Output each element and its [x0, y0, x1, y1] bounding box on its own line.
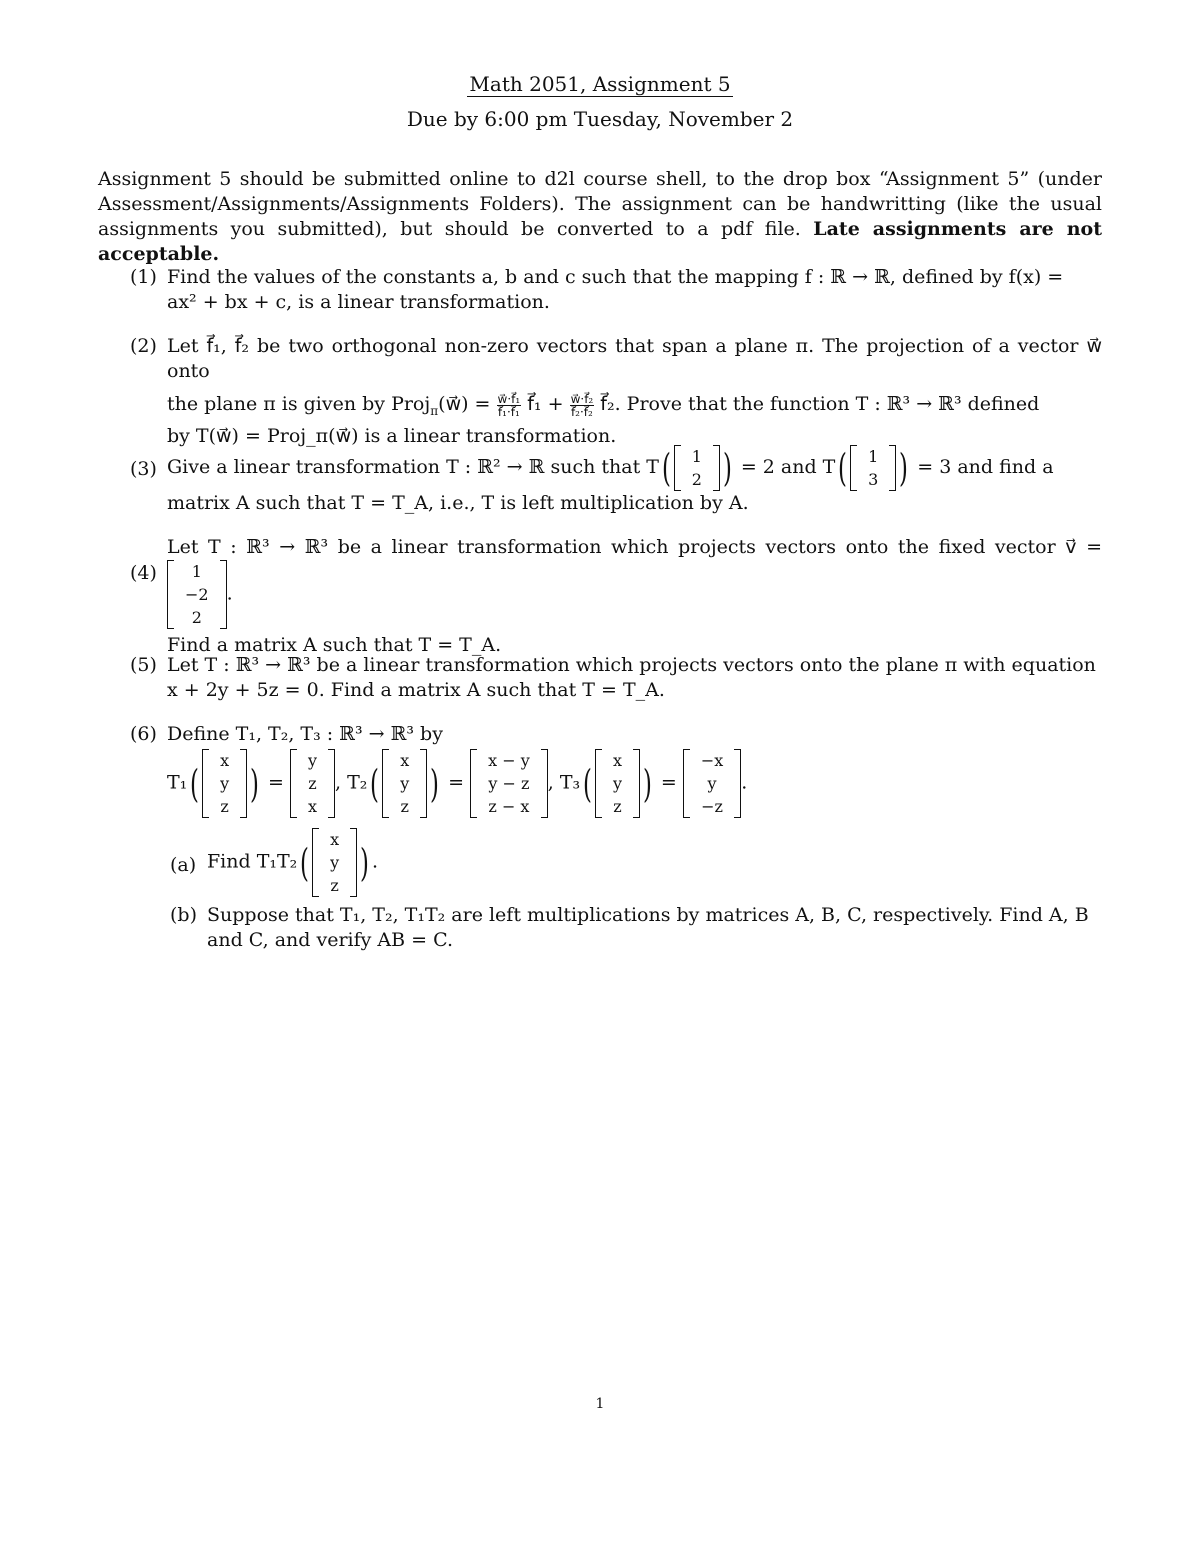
problem-3 [130, 445, 1102, 516]
problem-text: and C, and verify AB = C. [207, 929, 453, 951]
problem-number: (1) [130, 266, 157, 288]
problem-6a [170, 828, 1102, 897]
problem-text-formula: Find T₁T₂( x y z ) . [207, 830, 379, 895]
late-policy: Late assignments are not acceptable. [98, 218, 1102, 265]
problem-text: x + 2y + 5z = 0. Find a matrix A such that T = T_A. [167, 679, 665, 701]
problem-5 [130, 653, 1102, 703]
matrix: x y z [202, 749, 247, 818]
problem-text: Let f⃗₁, f⃗₂ be two orthogonal non-zero vectors that span a plane π. The projection of a vector w⃗ onto [167, 335, 1102, 382]
problem-number: (2) [130, 335, 157, 357]
problem-text-formula: Let T : ℝ³ → ℝ³ be a linear transformation which projects vectors onto the fixed vector v⃗ = 1 −2 2 . [167, 536, 1102, 627]
problem-text: Define T₁, T₂, T₃ : ℝ³ → ℝ³ by [167, 723, 443, 745]
matrix: 1 −2 2 [167, 560, 227, 629]
problem-text: Find the values of the constants a, b and c such that the mapping f : ℝ → ℝ, defined by f(x) = [167, 266, 1064, 288]
intro-paragraph [98, 167, 1102, 267]
problem-text: ax² + bx + c, is a linear transformation. [167, 291, 550, 313]
sub-number: (a) [170, 854, 197, 876]
matrix: x y z [312, 828, 357, 897]
assignment-title: Math 2051, Assignment 5 [469, 72, 731, 96]
matrix: 1 3 [850, 445, 896, 491]
problem-6b [170, 903, 1102, 953]
fraction: $\frac{\text{w⃗·f⃗₁}}{\text{f⃗₁·f⃗₁}}$ [497, 391, 521, 419]
page-number: 1 [595, 1396, 605, 1412]
problem-text: Find a matrix A such that T = T_A. [167, 634, 502, 656]
matrix: 1 2 [674, 445, 720, 491]
due-date: Due by 6:00 pm Tuesday, November 2 [406, 107, 794, 131]
intro-text: Assignment 5 should be submitted online to d2l course shell, to the drop box “Assignment 5” (under Assessment/Assignments/Assignments Folders). The assignment can be handwritting (like the usual assignments you submitted), but should be converted to a pdf file. [98, 168, 1102, 240]
problem-text: by T(w⃗) = Proj_π(w⃗) is a linear transformation. [167, 424, 617, 447]
problem-text-formula: the plane π is given by Proj$_\pi$(w⃗) = $\frac{\text{w⃗·f⃗₁}}{\text{f⃗₁·f⃗₁}}$ f⃗₁ + $\frac{\text{w⃗·f⃗₂}}{\text{f⃗₂·f⃗₂}}$ f⃗₂. Prove that the function T : ℝ³ → ℝ³ defined [167, 391, 1040, 419]
problem-number: (5) [130, 654, 157, 676]
problem-text: Suppose that T₁, T₂, T₁T₂ are left multiplications by matrices A, B, C, respectively. Find A, B [207, 904, 1089, 926]
sub-number: (b) [170, 904, 197, 926]
fraction: $\frac{\text{w⃗·f⃗₂}}{\text{f⃗₂·f⃗₂}}$ [570, 391, 594, 419]
problem-6 [130, 722, 1102, 818]
problem-2 [130, 334, 1102, 449]
matrix: −x y −z [683, 749, 741, 818]
problem-text: matrix A such that T = T_A, i.e., T is left multiplication by A. [167, 492, 749, 514]
problem-4 [130, 535, 1102, 658]
problem-number: (4) [130, 562, 157, 584]
problem-1 [130, 265, 1102, 315]
transformation-definitions: T₁( x y z ) = y z x , T₂( x y z ) = x − y y − z z − x , T₃( x y z ) = −x y −z . [167, 751, 748, 816]
problem-number: (3) [130, 458, 157, 480]
matrix: x y z [382, 749, 427, 818]
matrix: x y z [595, 749, 640, 818]
problem-text: Let T : ℝ³ → ℝ³ be a linear transformation which projects vectors onto the plane π with equation [167, 654, 1096, 676]
problem-number: (6) [130, 723, 157, 745]
matrix: x − y y − z z − x [470, 749, 548, 818]
problem-text-formula: Give a linear transformation T : ℝ² → ℝ such that T( 1 2 ) = 2 and T( 1 3 ) = 3 and find a [167, 446, 1054, 490]
matrix: y z x [290, 749, 335, 818]
